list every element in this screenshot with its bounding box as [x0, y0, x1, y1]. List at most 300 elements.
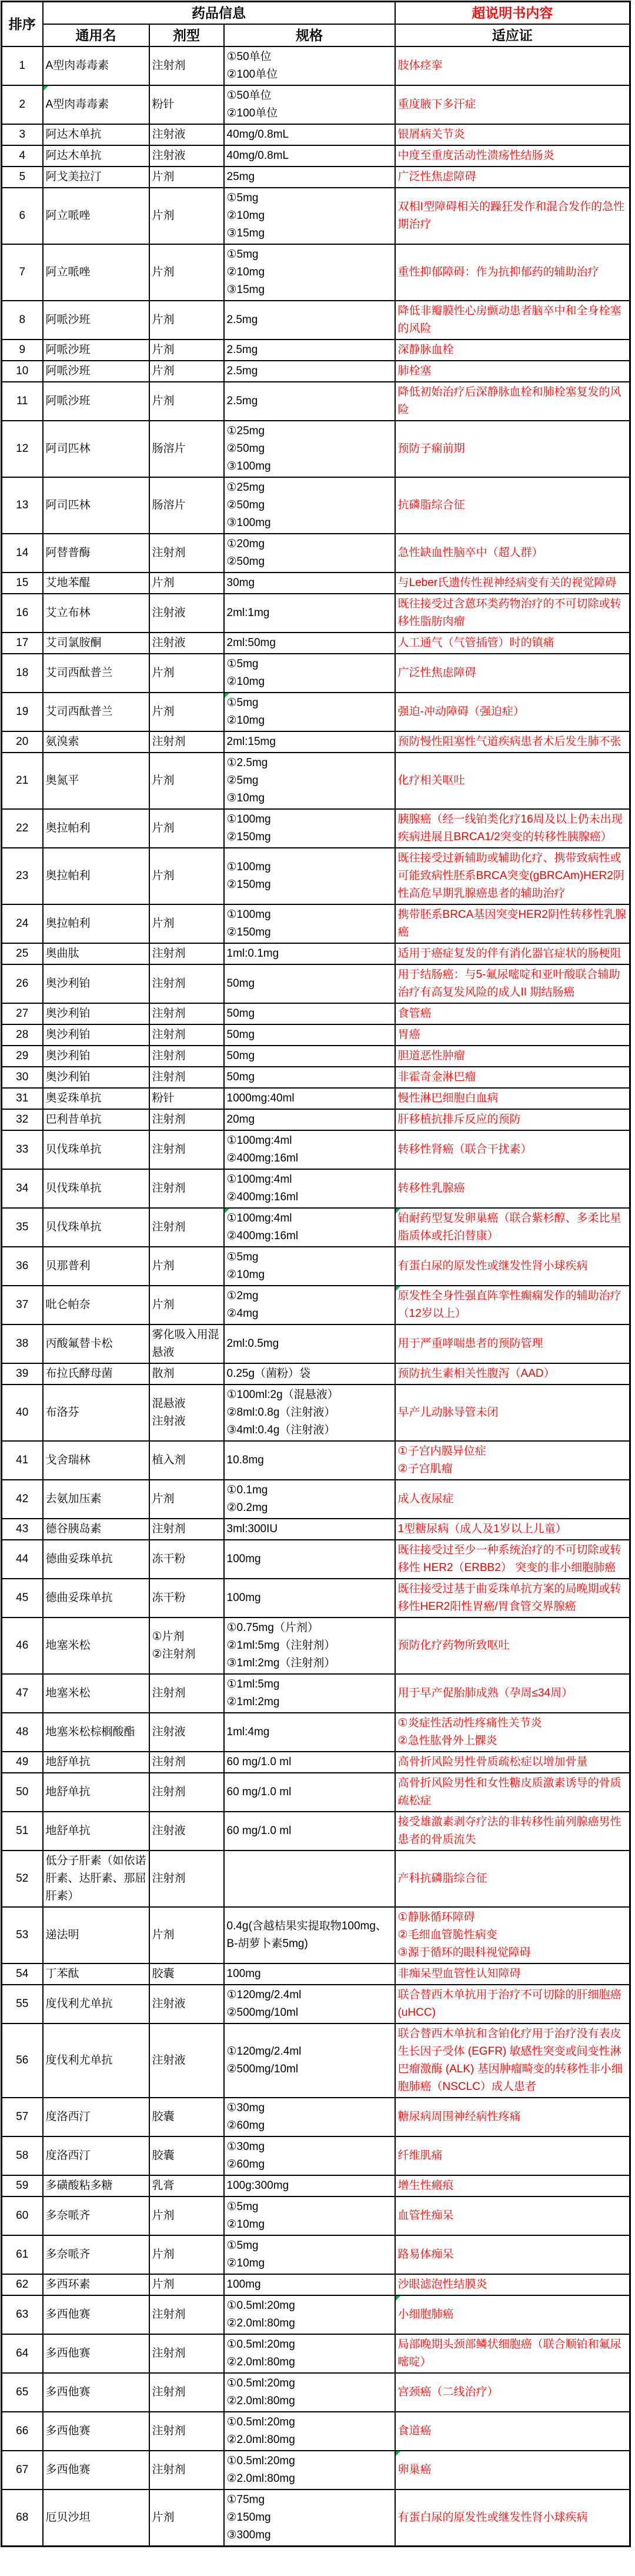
- dosage-form-cell: [149, 477, 224, 534]
- dosage-form-cell-line: 注射剂: [152, 1029, 186, 1041]
- specification-cell-line: 60 mg/1.0 ml: [226, 1786, 292, 1798]
- table-row: [2, 848, 630, 904]
- dosage-form-cell: [149, 2098, 224, 2136]
- specification-cell: [224, 46, 395, 85]
- indication-cell: [395, 1851, 630, 1907]
- indication-cell-line: 肝移植抗排斥反应的预防: [397, 1113, 521, 1126]
- dosage-form-cell: [149, 1441, 224, 1480]
- table-row: [2, 1247, 630, 1286]
- row-number-cell: 39: [2, 1363, 43, 1384]
- dosage-form-cell-line: 肠溶片: [152, 499, 186, 511]
- dosage-form-cell-line: 注射剂: [152, 1687, 186, 1699]
- specification-cell: [224, 2295, 395, 2334]
- generic-name-cell: 贝那普利: [43, 1247, 149, 1286]
- indication-cell-line: 预防化疗药物所致呕吐: [397, 1639, 510, 1652]
- specification-cell: [224, 1324, 395, 1363]
- indication-cell-line: 局部晚期头颈部鳞状细胞癌（联合顺铂和氟尿嘧啶）: [397, 2338, 621, 2368]
- specification-cell-line: ①25mg: [226, 481, 265, 494]
- dosage-form-cell-line: 注射剂: [152, 1756, 186, 1768]
- dosage-form-cell: [149, 1812, 224, 1851]
- specification-cell-line: ②150mg: [226, 878, 271, 891]
- table-row: [2, 1752, 630, 1773]
- indication-cell: [395, 1907, 630, 1963]
- specification-cell-line: 25mg: [226, 171, 255, 183]
- generic-name-cell: 阿哌沙班: [43, 382, 149, 421]
- indication-cell: [395, 1540, 630, 1579]
- generic-name-cell: 阿司匹林: [43, 421, 149, 477]
- generic-name-cell: 阿戈美拉汀: [43, 167, 149, 188]
- row-number-cell: 55: [2, 1985, 43, 2023]
- row-number-cell: 31: [2, 1088, 43, 1109]
- specification-cell-line: ①30mg: [226, 2141, 265, 2153]
- indication-cell-line: 与Leber氏遗传性视神经病变有关的视觉障碍: [397, 577, 617, 589]
- generic-name-cell: 递法明: [43, 1907, 149, 1963]
- header-generic-name: 通用名: [43, 24, 149, 46]
- specification-cell-line: ②400mg:16ml: [226, 1191, 299, 1203]
- dosage-form-cell: [149, 361, 224, 382]
- indication-cell: [395, 85, 630, 124]
- generic-name-cell: 奥沙利铂: [43, 1046, 149, 1067]
- row-number-cell: 45: [2, 1579, 43, 1618]
- indication-cell-line: 抗磷脂综合征: [397, 499, 465, 511]
- indication-cell-line: 食道癌: [397, 2425, 432, 2437]
- dosage-form-cell-line: 片剂: [152, 266, 175, 278]
- indication-cell: [395, 188, 630, 244]
- dosage-form-cell: [149, 1169, 224, 1208]
- dosage-form-cell: [149, 2451, 224, 2490]
- specification-cell-line: 100mg: [226, 1553, 261, 1565]
- indication-cell-line: 用于早产促胎肺成熟（孕周≤34周）: [397, 1687, 573, 1699]
- row-number-cell: 50: [2, 1773, 43, 1812]
- specification-cell-line: ②60mg: [226, 2119, 265, 2132]
- generic-name-cell: 多西他赛: [43, 2451, 149, 2490]
- specification-cell-line: ②100单位: [226, 107, 278, 119]
- generic-name-cell: 多西他赛: [43, 2373, 149, 2412]
- indication-cell-line: 用于结肠癌：与5-氟尿嘧啶和亚叶酸联合辅助治疗有高复发风险的成人II 期结肠癌: [397, 969, 620, 999]
- specification-cell-line: ②150mg: [226, 831, 271, 843]
- generic-name-cell: 地舒单抗: [43, 1773, 149, 1812]
- specification-cell-line: 2.5mg: [226, 344, 258, 356]
- dosage-form-cell-line: 片剂: [152, 705, 175, 718]
- row-number-cell: 68: [2, 2490, 43, 2547]
- table-row: [2, 1024, 630, 1046]
- specification-cell: [224, 654, 395, 693]
- dosage-form-cell-line: 片剂: [152, 395, 175, 407]
- specification-cell-line: ①0.5ml:20mg: [226, 2377, 295, 2389]
- specification-cell: [224, 1363, 395, 1384]
- specification-cell: [224, 1130, 395, 1169]
- specification-cell-line: ①0.5ml:20mg: [226, 2416, 295, 2428]
- dosage-form-cell-line: 注射剂: [152, 1872, 186, 1885]
- indication-cell: [395, 2490, 630, 2547]
- indication-cell: [395, 1363, 630, 1384]
- generic-name-cell: 贝伐珠单抗: [43, 1130, 149, 1169]
- specification-cell-line: 1ml:4mg: [226, 1726, 270, 1738]
- indication-cell-line: 化疗相关呕吐: [397, 774, 465, 787]
- generic-name-cell: 多西他赛: [43, 2295, 149, 2334]
- indication-cell: [395, 477, 630, 534]
- indication-cell: [395, 2295, 630, 2334]
- indication-cell-line: 重性抑郁障碍：作为抗抑郁药的辅助治疗: [397, 266, 599, 278]
- specification-cell: [224, 145, 395, 167]
- specification-cell-line: 1000mg:40ml: [226, 1092, 295, 1104]
- indication-cell-line: 广泛性焦虑障碍: [397, 667, 476, 679]
- specification-cell: [224, 244, 395, 301]
- indication-cell-line: 广泛性焦虑障碍: [397, 171, 476, 183]
- row-number-cell: 52: [2, 1851, 43, 1907]
- row-number-cell: 2: [2, 85, 43, 124]
- dosage-form-cell-line: ②注射剂: [152, 1648, 196, 1660]
- table-row: [2, 1579, 630, 1618]
- indication-cell: [395, 1130, 630, 1169]
- row-number-cell: 14: [2, 534, 43, 573]
- indication-cell: [395, 124, 630, 145]
- dosage-form-cell: [149, 167, 224, 188]
- dosage-form-cell-line: 散剂: [152, 1367, 175, 1380]
- table-row: [2, 1618, 630, 1674]
- specification-cell: [224, 85, 395, 124]
- dosage-form-cell: [149, 594, 224, 633]
- specification-cell-line: ①5mg: [226, 248, 259, 261]
- specification-cell: [224, 1024, 395, 1046]
- dosage-form-cell: [149, 2412, 224, 2451]
- indication-cell-line: 重度腋下多汗症: [397, 98, 476, 111]
- generic-name-cell: 巴利昔单抗: [43, 1109, 149, 1130]
- dosage-form-cell: [149, 693, 224, 731]
- indication-cell: [395, 1674, 630, 1713]
- header-sort-order: 排序: [2, 2, 43, 47]
- table-row: [2, 2295, 630, 2334]
- row-number-cell: 16: [2, 594, 43, 633]
- specification-cell-line: ②8ml:0.8g（注射液）: [226, 1406, 336, 1419]
- row-number-cell: 60: [2, 2196, 43, 2235]
- row-number-cell: 57: [2, 2098, 43, 2136]
- specification-cell-line: 10.8mg: [226, 1454, 264, 1466]
- header-dosage-form: 剂型: [149, 24, 224, 46]
- dosage-form-cell-line: 注射剂: [152, 59, 186, 72]
- indication-cell: [395, 1109, 630, 1130]
- indication-cell-line: 降低初始治疗后深静脉血栓和肺栓塞复发的风险: [397, 386, 621, 416]
- specification-cell-line: ①5mg: [226, 2201, 259, 2213]
- generic-name-cell: 丁苯酞: [43, 1963, 149, 1985]
- generic-name-cell: 低分子肝素（如依诺肝素、达肝素、那屈肝素）: [43, 1851, 149, 1907]
- table-row: [2, 964, 630, 1003]
- specification-cell: [224, 2274, 395, 2295]
- indication-cell: [395, 46, 630, 85]
- indication-cell-line: 肺栓塞: [397, 365, 432, 377]
- generic-name-cell: 厄贝沙坦: [43, 2490, 149, 2547]
- specification-cell-line: 2.5mg: [226, 395, 258, 407]
- dosage-form-cell-line: 胶囊: [152, 2149, 175, 2162]
- dosage-form-cell: [149, 943, 224, 964]
- dosage-form-cell-line: 粉针: [152, 1092, 175, 1104]
- specification-cell: [224, 2235, 395, 2274]
- generic-name-cell: 阿达木单抗: [43, 145, 149, 167]
- specification-cell-line: ①5mg: [226, 2239, 259, 2252]
- generic-name-cell: 氨溴索: [43, 731, 149, 753]
- row-number-cell: 64: [2, 2334, 43, 2373]
- specification-cell-line: ②1ml:5mg（注射剂）: [226, 1639, 336, 1652]
- generic-name-cell: 地塞米松: [43, 1618, 149, 1674]
- row-number-cell: 38: [2, 1324, 43, 1363]
- table-row: [2, 2373, 630, 2412]
- dosage-form-cell-line: 注射剂: [152, 2386, 186, 2398]
- table-row: [2, 340, 630, 361]
- table-row: [2, 361, 630, 382]
- specification-cell: [224, 301, 395, 340]
- header-drug-info-group: 药品信息: [43, 2, 395, 25]
- table-row: [2, 1286, 630, 1324]
- specification-cell-line: ①5mg: [226, 658, 259, 670]
- specification-cell-line: ③15mg: [226, 227, 265, 239]
- table-row: [2, 1851, 630, 1907]
- specification-cell-line: ③1ml:2mg（注射剂）: [226, 1657, 336, 1669]
- table-row: [2, 1985, 630, 2023]
- table-row: [2, 2136, 630, 2175]
- indication-cell-line: 食管癌: [397, 1007, 432, 1020]
- indication-cell-line: 既往接受过基于曲妥珠单抗方案的局晚期或转移性HER2阳性胃癌/胃食管交界腺癌: [397, 1583, 621, 1613]
- table-row: [2, 1812, 630, 1851]
- specification-cell-line: 2ml:15mg: [226, 735, 276, 748]
- dosage-form-cell: [149, 1384, 224, 1441]
- indication-cell-line: 转移性肾癌（联合干扰素）: [397, 1143, 532, 1156]
- indication-cell-line: ②子宫肌瘤: [397, 1463, 453, 1475]
- indication-cell: [395, 1713, 630, 1752]
- indication-cell: [395, 2023, 630, 2098]
- row-number-cell: 53: [2, 1907, 43, 1963]
- dosage-form-cell: [149, 188, 224, 244]
- specification-cell: [224, 1907, 395, 1963]
- indication-cell-line: 降低非瓣膜性心房颤动患者脑卒中和全身栓塞的风险: [397, 305, 621, 335]
- dosage-form-cell-line: 雾化吸入用混悬液: [152, 1329, 219, 1359]
- table-row: [2, 46, 630, 85]
- indication-cell: [395, 421, 630, 477]
- indication-cell-line: 胃癌: [397, 1029, 420, 1041]
- generic-name-cell: 地舒单抗: [43, 1752, 149, 1773]
- dosage-form-cell: [149, 1963, 224, 1985]
- specification-cell-line: ①5mg: [226, 697, 259, 709]
- dosage-form-cell-line: 注射液: [152, 1415, 186, 1427]
- generic-name-cell: 阿立哌唑: [43, 244, 149, 301]
- specification-cell: [224, 1674, 395, 1713]
- table-row: [2, 477, 630, 534]
- indication-cell: [395, 693, 630, 731]
- generic-name-cell: 德曲妥珠单抗: [43, 1579, 149, 1618]
- dosage-form-cell: [149, 1046, 224, 1067]
- generic-name-cell: 多奈哌齐: [43, 2235, 149, 2274]
- specification-cell: [224, 2136, 395, 2175]
- dosage-form-cell: [149, 904, 224, 943]
- row-number-cell: 8: [2, 301, 43, 340]
- indication-cell-line: 适用于癌症复发的伴有消化器官症状的肠梗阻: [397, 947, 621, 960]
- row-number-cell: 26: [2, 964, 43, 1003]
- specification-cell-line: ①100mg:4ml: [226, 1212, 292, 1224]
- specification-cell-line: ②10mg: [226, 209, 265, 222]
- dosage-form-cell-line: 片剂: [152, 171, 175, 183]
- dosage-form-cell-line: 片剂: [152, 667, 175, 679]
- indication-cell: [395, 1985, 630, 2023]
- indication-cell: [395, 573, 630, 594]
- dosage-form-cell-line: 片剂: [152, 2209, 175, 2222]
- indication-cell: [395, 1208, 630, 1247]
- indication-cell-line: 宫颈癌（二线治疗）: [397, 2386, 499, 2398]
- indication-cell-line: 非痴呆型血管性认知障碍: [397, 1968, 521, 1980]
- generic-name-cell: 阿哌沙班: [43, 340, 149, 361]
- row-number-cell: 62: [2, 2274, 43, 2295]
- table-row: [2, 2274, 630, 2295]
- specification-cell-line: ①1ml:5mg: [226, 1678, 280, 1690]
- specification-cell-line: 60 mg/1.0 ml: [226, 1756, 292, 1768]
- indication-cell: [395, 361, 630, 382]
- header-row-groups: [2, 2, 630, 25]
- dosage-form-cell-line: 片剂: [152, 577, 175, 589]
- dosage-form-cell: [149, 573, 224, 594]
- indication-cell: [395, 654, 630, 693]
- dosage-form-cell: [149, 2274, 224, 2295]
- dosage-form-cell: [149, 2136, 224, 2175]
- indication-cell: [395, 1024, 630, 1046]
- indication-cell-line: 小细胞肺癌: [397, 2308, 454, 2321]
- dosage-form-cell-line: 粉针: [152, 98, 175, 111]
- indication-cell-line: 高骨折风险男性骨质疏松症以增加骨量: [397, 1756, 588, 1768]
- dosage-form-cell: [149, 85, 224, 124]
- specification-cell-line: 2.5mg: [226, 365, 258, 377]
- indication-cell: [395, 848, 630, 904]
- specification-cell: [224, 1441, 395, 1480]
- dosage-form-cell-line: 片剂: [152, 822, 175, 834]
- generic-name-cell: 艾司氯胺酮: [43, 633, 149, 654]
- generic-name-cell: 奥沙利铂: [43, 964, 149, 1003]
- dosage-form-cell: [149, 244, 224, 301]
- specification-cell-line: ①100mg: [226, 813, 271, 826]
- specification-cell-line: ②50mg: [226, 555, 265, 568]
- indication-cell: [395, 2098, 630, 2136]
- indication-cell-line: 既往接受过含蒽环类药物治疗的不可切除或转移性脂肪肉瘤: [397, 598, 621, 628]
- indication-cell: [395, 1963, 630, 1985]
- indication-cell-line: 联合替西木单抗用于治疗不可切除的肝细胞癌(uHCC): [397, 1989, 621, 2019]
- specification-cell-line: ②2.0ml:80mg: [226, 2434, 295, 2446]
- table-row: [2, 2023, 630, 2098]
- dosage-form-cell-line: 注射剂: [152, 1221, 186, 1233]
- table-row: [2, 1907, 630, 1963]
- dosage-form-cell: [149, 753, 224, 809]
- specification-cell: [224, 753, 395, 809]
- dosage-form-cell: [149, 1752, 224, 1773]
- table-row: [2, 1109, 630, 1130]
- row-number-cell: 32: [2, 1109, 43, 1130]
- generic-name-cell: 奥拉帕利: [43, 809, 149, 848]
- dosage-form-cell: [149, 1324, 224, 1363]
- row-number-cell: 67: [2, 2451, 43, 2490]
- dosage-form-cell-line: 注射液: [152, 1726, 186, 1738]
- specification-cell-line: 100mg: [226, 1968, 261, 1980]
- dosage-form-cell-line: 注射液: [152, 2054, 186, 2066]
- dosage-form-cell-line: 注射剂: [152, 1071, 186, 1083]
- specification-cell: [224, 1851, 395, 1907]
- indication-cell-line: 产科抗磷脂综合征: [397, 1872, 487, 1885]
- specification-cell: [224, 2175, 395, 2196]
- generic-name-cell: 度伐利尤单抗: [43, 1985, 149, 2023]
- row-number-cell: 27: [2, 1003, 43, 1024]
- table-row: [2, 1441, 630, 1480]
- dosage-form-cell-line: 片剂: [152, 344, 175, 356]
- row-number-cell: 33: [2, 1130, 43, 1169]
- specification-cell: [224, 1046, 395, 1067]
- table-body: [2, 46, 630, 2547]
- row-number-cell: 4: [2, 145, 43, 167]
- specification-cell-line: ②10mg: [226, 675, 265, 688]
- dosage-form-cell: [149, 534, 224, 573]
- specification-cell-line: ②1ml:2mg: [226, 1696, 280, 1708]
- specification-cell-line: ②5mg: [226, 774, 259, 787]
- dosage-form-cell: [149, 124, 224, 145]
- generic-name-cell: 奥拉帕利: [43, 904, 149, 943]
- generic-name-cell: 地舒单抗: [43, 1812, 149, 1851]
- indication-cell: [395, 1773, 630, 1812]
- row-number-cell: 56: [2, 2023, 43, 2098]
- dosage-form-cell-line: ①片剂: [152, 1630, 185, 1643]
- indication-cell: [395, 964, 630, 1003]
- specification-cell: [224, 1088, 395, 1109]
- generic-name-cell: 度洛西汀: [43, 2098, 149, 2136]
- specification-cell-line: ②10mg: [226, 266, 265, 278]
- specification-cell: [224, 1752, 395, 1773]
- dosage-form-cell-line: 胶囊: [152, 2111, 175, 2123]
- table-row: [2, 809, 630, 848]
- dosage-form-cell: [149, 1363, 224, 1384]
- specification-cell-line: ①0.5ml:20mg: [226, 2299, 295, 2312]
- indication-cell-line: 铂耐药型复发卵巢癌（联合紫杉醇、多柔比星脂质体或托泊替康）: [397, 1212, 621, 1242]
- table-row: [2, 1130, 630, 1169]
- generic-name-cell: 奥妥珠单抗: [43, 1088, 149, 1109]
- generic-name-cell: 艾立布林: [43, 594, 149, 633]
- dosage-form-cell: [149, 731, 224, 753]
- indication-cell-line: 强迫-冲动障碍（强迫症）: [397, 705, 524, 718]
- dosage-form-cell-line: 片剂: [152, 209, 175, 222]
- specification-cell-line: ①100ml:2g（混悬液）: [226, 1389, 339, 1401]
- indication-cell: [395, 2235, 630, 2274]
- indication-cell: [395, 2196, 630, 2235]
- dosage-form-cell-line: 片剂: [152, 870, 175, 882]
- generic-name-cell: 去氨加压素: [43, 1480, 149, 1519]
- dosage-form-cell-line: 片剂: [152, 2278, 175, 2291]
- dosage-form-cell: [149, 1024, 224, 1046]
- generic-name-cell: 奥拉帕利: [43, 848, 149, 904]
- table-row: [2, 1208, 630, 1247]
- indication-cell: [395, 809, 630, 848]
- specification-cell: [224, 809, 395, 848]
- specification-cell-line: ①25mg: [226, 425, 265, 437]
- specification-cell: [224, 848, 395, 904]
- specification-cell-line: 3ml:300IU: [226, 1523, 278, 1535]
- indication-cell-line: ①子宫内膜异位症: [397, 1445, 486, 1457]
- generic-name-cell: 戈舍瑞林: [43, 1441, 149, 1480]
- row-number-cell: 46: [2, 1618, 43, 1674]
- generic-name-cell: 吡仑帕奈: [43, 1286, 149, 1324]
- indication-cell-line: 急性缺血性脑卒中（超人群）: [397, 547, 543, 559]
- specification-cell-line: ①5mg: [226, 1251, 259, 1263]
- indication-cell-line: 增生性瘢痕: [397, 2179, 454, 2192]
- dosage-form-cell: [149, 1208, 224, 1247]
- table-row: [2, 145, 630, 167]
- row-number-cell: 36: [2, 1247, 43, 1286]
- indication-cell: [395, 1752, 630, 1773]
- table-row: [2, 1384, 630, 1441]
- specification-cell-line: ②500mg/10ml: [226, 2063, 299, 2075]
- dosage-form-cell: [149, 46, 224, 85]
- table-row: [2, 1674, 630, 1713]
- row-number-cell: 42: [2, 1480, 43, 1519]
